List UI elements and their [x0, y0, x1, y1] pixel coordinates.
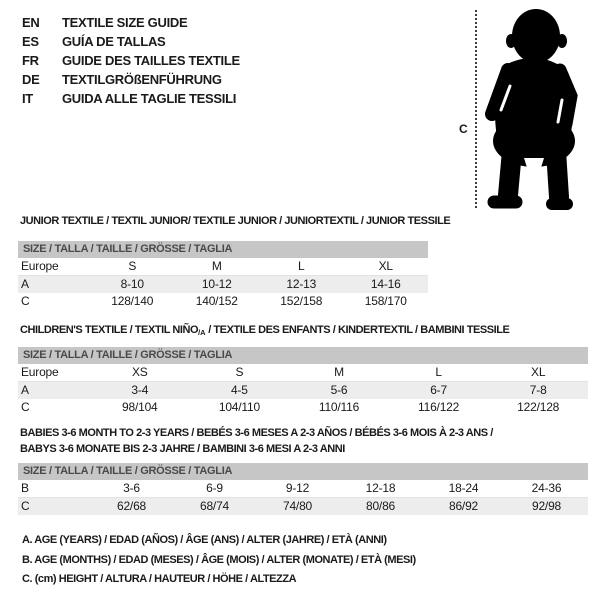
size-cell: 3-4 — [131, 383, 149, 397]
language-code: EN — [22, 15, 40, 30]
row-label: C — [21, 499, 30, 513]
col-header-size: M — [334, 365, 344, 379]
language-list — [22, 13, 240, 108]
size-cell: 68/74 — [199, 499, 230, 513]
size-cell: 14-16 — [370, 277, 401, 291]
size-cell: 5-6 — [330, 383, 348, 397]
size-header-bar: SIZE / TALLA / TAILLE / GRÖSSE / TAGLIA — [18, 347, 588, 364]
table-row-age — [18, 276, 428, 293]
size-cell: 12-13 — [286, 277, 317, 291]
size-cell: 18-24 — [448, 481, 479, 495]
size-cell: 10-12 — [201, 277, 232, 291]
language-code: ES — [22, 34, 39, 49]
size-cell: 92/98 — [531, 499, 562, 513]
size-cell: 122/128 — [517, 400, 560, 414]
size-cell: 4-5 — [231, 383, 248, 397]
size-cell: 98/104 — [122, 400, 158, 414]
row-label: B — [21, 481, 29, 495]
col-header-size: XS — [131, 365, 148, 379]
size-cell: 12-18 — [365, 481, 396, 495]
language-code: DE — [22, 72, 40, 87]
height-label-c: C — [459, 122, 468, 136]
size-cell: 140/152 — [195, 294, 238, 308]
size-cell: 152/158 — [280, 294, 323, 308]
language-row-es — [22, 32, 240, 51]
size-cell: 9-12 — [285, 481, 310, 495]
language-row-de — [22, 70, 240, 89]
section-title-babies — [20, 425, 493, 457]
row-label: C — [21, 400, 30, 414]
footnote-c: C. (cm) HEIGHT / ALTURA / HAUTEUR / HÖHE / ALTEZZA — [22, 573, 297, 585]
col-header-size: S — [235, 365, 244, 379]
size-cell: 116/122 — [418, 400, 460, 414]
language-label: GUIDE DES TAILLES TEXTILE — [62, 53, 240, 68]
col-header-region: Europe — [21, 365, 59, 379]
footnote-b: B. AGE (MONTHS) / EDAD (MESES) / ÂGE (MOIS) / ALTER (MONATE) / ETÀ (MESI) — [22, 553, 416, 566]
table-junior — [18, 241, 428, 310]
col-header-size: S — [128, 259, 137, 273]
language-row-it — [22, 89, 240, 108]
row-label: C — [21, 294, 30, 308]
table-row-height — [18, 498, 588, 515]
col-header-size: L — [435, 365, 442, 379]
size-cell: 6-7 — [430, 383, 447, 397]
footnotes — [22, 531, 416, 590]
table-row-age-months — [18, 480, 588, 498]
row-label: A — [21, 277, 29, 291]
section-title-children-post: / TEXTILE DES ENFANTS / KINDERTEXTIL / BAMBINI TESSILE — [205, 324, 510, 336]
table-header-row — [18, 364, 588, 382]
size-cell: 8-10 — [120, 277, 144, 291]
size-cell: 74/80 — [282, 499, 313, 513]
col-header-size: XL — [531, 365, 546, 379]
size-cell: 24-36 — [531, 481, 562, 495]
section-title-children-pre: CHILDREN'S TEXTILE / TEXTIL NIÑO — [20, 324, 199, 336]
section-title-children-sub: /A — [198, 328, 206, 337]
size-cell: 80/86 — [365, 499, 396, 513]
size-header-bar: SIZE / TALLA / TAILLE / GRÖSSE / TAGLIA — [18, 463, 588, 480]
section-title-babies-line2: BABYS 3-6 MONATE BIS 2-3 JAHRE / BAMBINI 3-6 MESI A 2-3 ANNI — [20, 443, 345, 455]
size-cell: 128/140 — [111, 294, 154, 308]
section-title-junior: JUNIOR TEXTILE / TEXTIL JUNIOR/ TEXTILE JUNIOR / JUNIORTEXTIL / JUNIOR TESSILE — [20, 215, 451, 227]
footnote-a: A. AGE (YEARS) / EDAD (AÑOS) / ÂGE (ANS) / ALTER (JAHRE) / ETÀ (ANNI) — [22, 534, 387, 546]
col-header-size: M — [211, 259, 222, 273]
col-header-region: Europe — [21, 259, 59, 273]
size-header-bar: SIZE / TALLA / TAILLE / GRÖSSE / TAGLIA — [18, 241, 428, 258]
baby-silhouette-icon — [482, 6, 598, 216]
size-cell: 7-8 — [529, 383, 547, 397]
size-cell: 6-9 — [206, 481, 223, 495]
table-children — [18, 347, 588, 416]
size-cell: 104/110 — [218, 400, 260, 414]
table-row-age — [18, 382, 588, 399]
section-title-children — [20, 324, 509, 336]
row-label: A — [21, 383, 29, 397]
table-babies — [18, 463, 588, 515]
table-header-row — [18, 258, 428, 276]
col-header-size: XL — [378, 259, 393, 273]
language-label: TEXTILE SIZE GUIDE — [62, 15, 188, 30]
language-label: TEXTILGRÖßENFÜHRUNG — [62, 72, 222, 87]
size-cell: 86/92 — [448, 499, 479, 513]
language-code: IT — [22, 91, 33, 106]
size-cell: 158/170 — [364, 294, 407, 308]
table-row-height — [18, 293, 428, 310]
height-dotted-line — [475, 10, 477, 208]
size-cell: 110/116 — [318, 400, 360, 414]
section-title-babies-line1: BABIES 3-6 MONTH TO 2-3 YEARS / BEBÉS 3-6 MESES A 2-3 AÑOS / BÉBÉS 3-6 MOIS À 2-3 ANS / — [20, 427, 493, 439]
table-row-height — [18, 399, 588, 416]
language-label: GUÍA DE TALLAS — [62, 34, 166, 49]
col-header-size: L — [298, 259, 305, 273]
language-label: GUIDA ALLE TAGLIE TESSILI — [62, 91, 237, 106]
language-code: FR — [22, 53, 39, 68]
size-cell: 62/68 — [116, 499, 147, 513]
language-row-en — [22, 13, 240, 32]
language-row-fr — [22, 51, 240, 70]
size-cell: 3-6 — [123, 481, 140, 495]
